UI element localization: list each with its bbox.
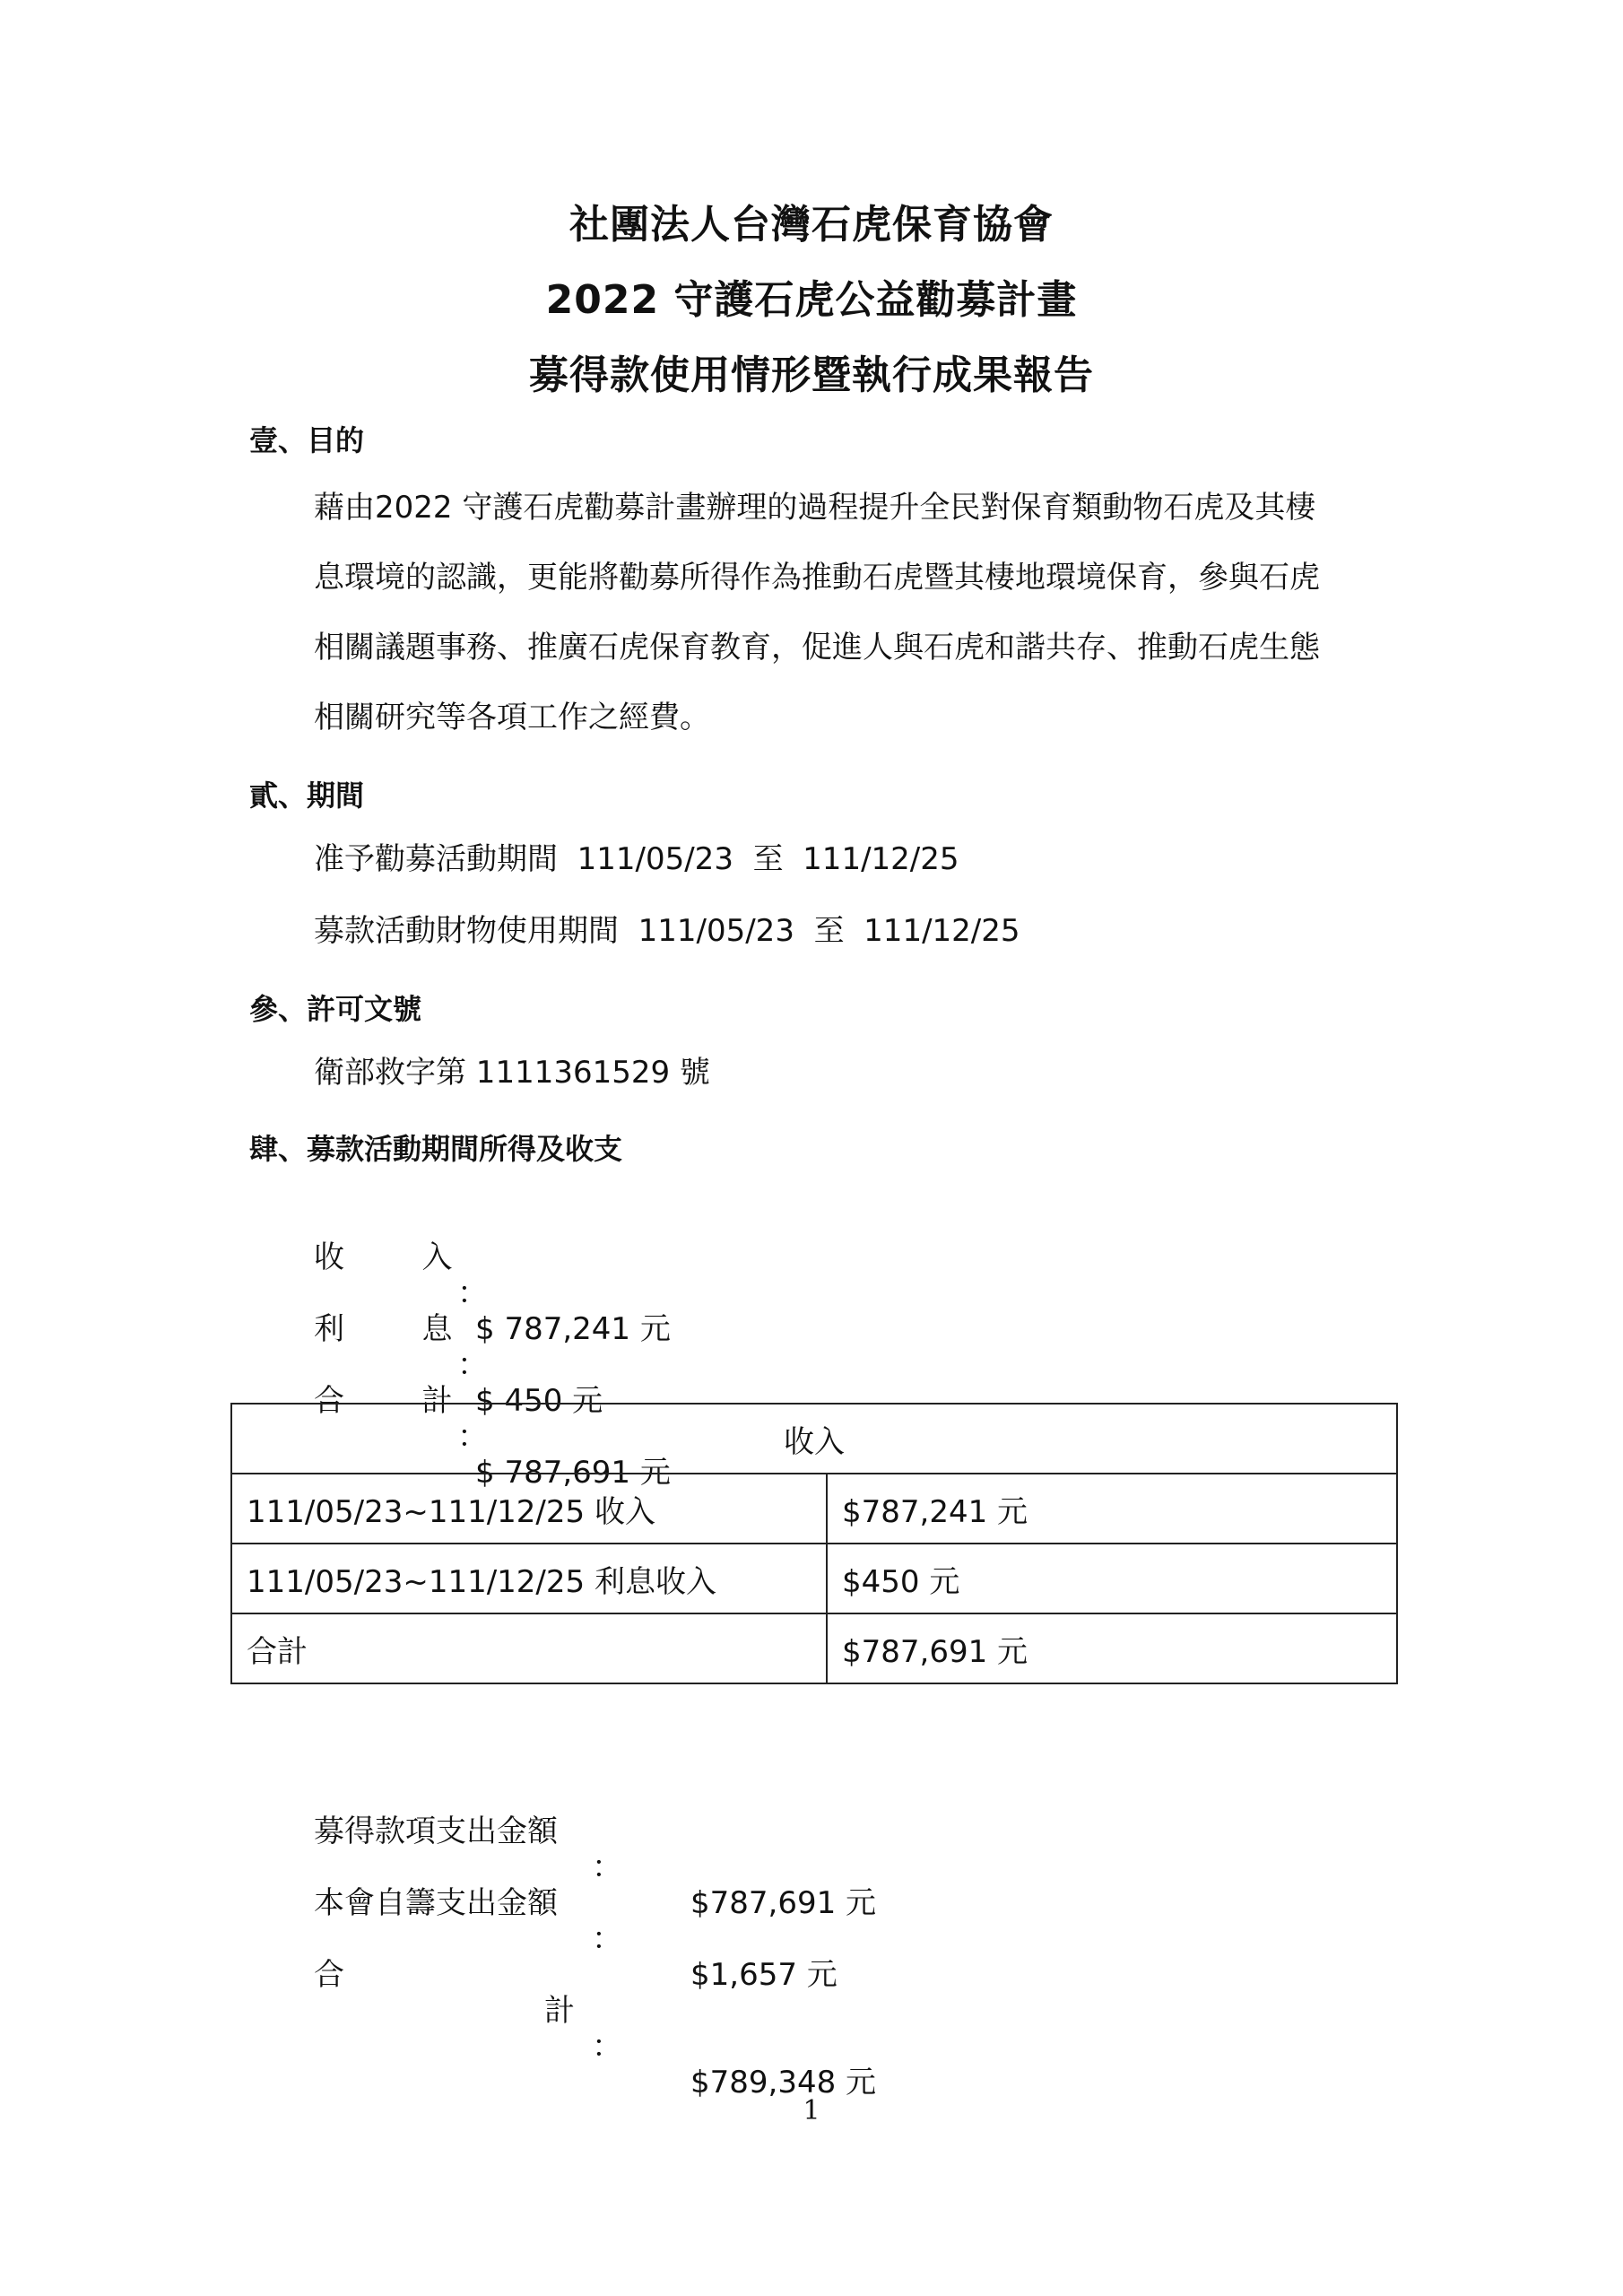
section-heading-income-expense: 肆、募款活動期間所得及收支 — [249, 1132, 623, 1166]
table-cell-item: 合計 — [231, 1613, 827, 1683]
summary-value: $ 787,241 元 — [475, 1311, 671, 1347]
income-table — [230, 1403, 1398, 1684]
summary-colon: ： — [457, 1419, 488, 1455]
expense-colon: ： — [592, 1921, 622, 1957]
table-cell-amount: $787,241 元 — [827, 1474, 1397, 1544]
purpose-line-1: 藉由2022 守護石虎勸募計畫辦理的過程提升全民對保育類動物石虎及其棲 — [314, 490, 1316, 526]
table-header-income: 收入 — [231, 1404, 1397, 1474]
expense-colon: ： — [592, 2029, 622, 2065]
document-report-title: 募得款使用情形暨執行成果報告 — [529, 352, 1094, 398]
section-heading-purpose: 壹、目的 — [249, 423, 365, 457]
period-usage: 募款活動財物使用期間 111/05/23 至 111/12/25 — [314, 913, 1020, 949]
table-cell-amount: $787,691 元 — [827, 1613, 1397, 1683]
document-subtitle: 2022 守護石虎公益勸募計畫 — [545, 277, 1078, 323]
table-cell-item: 111/05/23~111/12/25 利息收入 — [231, 1544, 827, 1613]
expense-label: 募得款項支出金額 — [314, 1813, 558, 1849]
expense-label: 本會自籌支出金額 — [314, 1885, 558, 1921]
purpose-line-3: 相關議題事務、推廣石虎保育教育，促進人與石虎和諧共存、推動石虎生態 — [314, 630, 1320, 665]
summary-label: 合 計 — [314, 1383, 453, 1419]
expense-value: $787,691 元 — [690, 1885, 877, 1921]
section-heading-permit: 參、許可文號 — [249, 992, 422, 1026]
summary-colon: ： — [457, 1347, 488, 1383]
permit-number: 衛部救字第 1111361529 號 — [314, 1055, 710, 1091]
table-header-row — [231, 1404, 1397, 1474]
table-row — [231, 1613, 1397, 1683]
table-cell-item: 111/05/23~111/12/25 收入 — [231, 1474, 827, 1544]
section-heading-period: 貳、期間 — [249, 778, 365, 813]
expense-value: $789,348 元 — [690, 2065, 877, 2100]
table-row — [231, 1474, 1397, 1544]
purpose-line-2: 息環境的認識，更能將勸募所得作為推動石虎暨其棲地環境保育，參與石虎 — [314, 560, 1320, 596]
table-cell-amount: $450 元 — [827, 1544, 1397, 1613]
expense-label-b: 計 — [544, 1993, 575, 2029]
expense-colon: ： — [592, 1849, 622, 1885]
page-number: 1 — [803, 2095, 820, 2126]
summary-colon: ： — [457, 1275, 488, 1311]
purpose-line-4: 相關研究等各項工作之經費。 — [314, 700, 710, 735]
expense-value: $1,657 元 — [690, 1957, 838, 1993]
document-title: 社團法人台灣石虎保育協會 — [569, 202, 1054, 248]
table-row — [231, 1544, 1397, 1613]
summary-label: 利 息 — [314, 1311, 453, 1347]
summary-value: $ 787,691 元 — [475, 1455, 671, 1491]
period-solicitation: 准予勸募活動期間 111/05/23 至 111/12/25 — [314, 841, 959, 877]
summary-value: $ 450 元 — [475, 1383, 603, 1419]
summary-label: 收 入 — [314, 1239, 453, 1275]
expense-label: 合 — [314, 1957, 344, 1993]
